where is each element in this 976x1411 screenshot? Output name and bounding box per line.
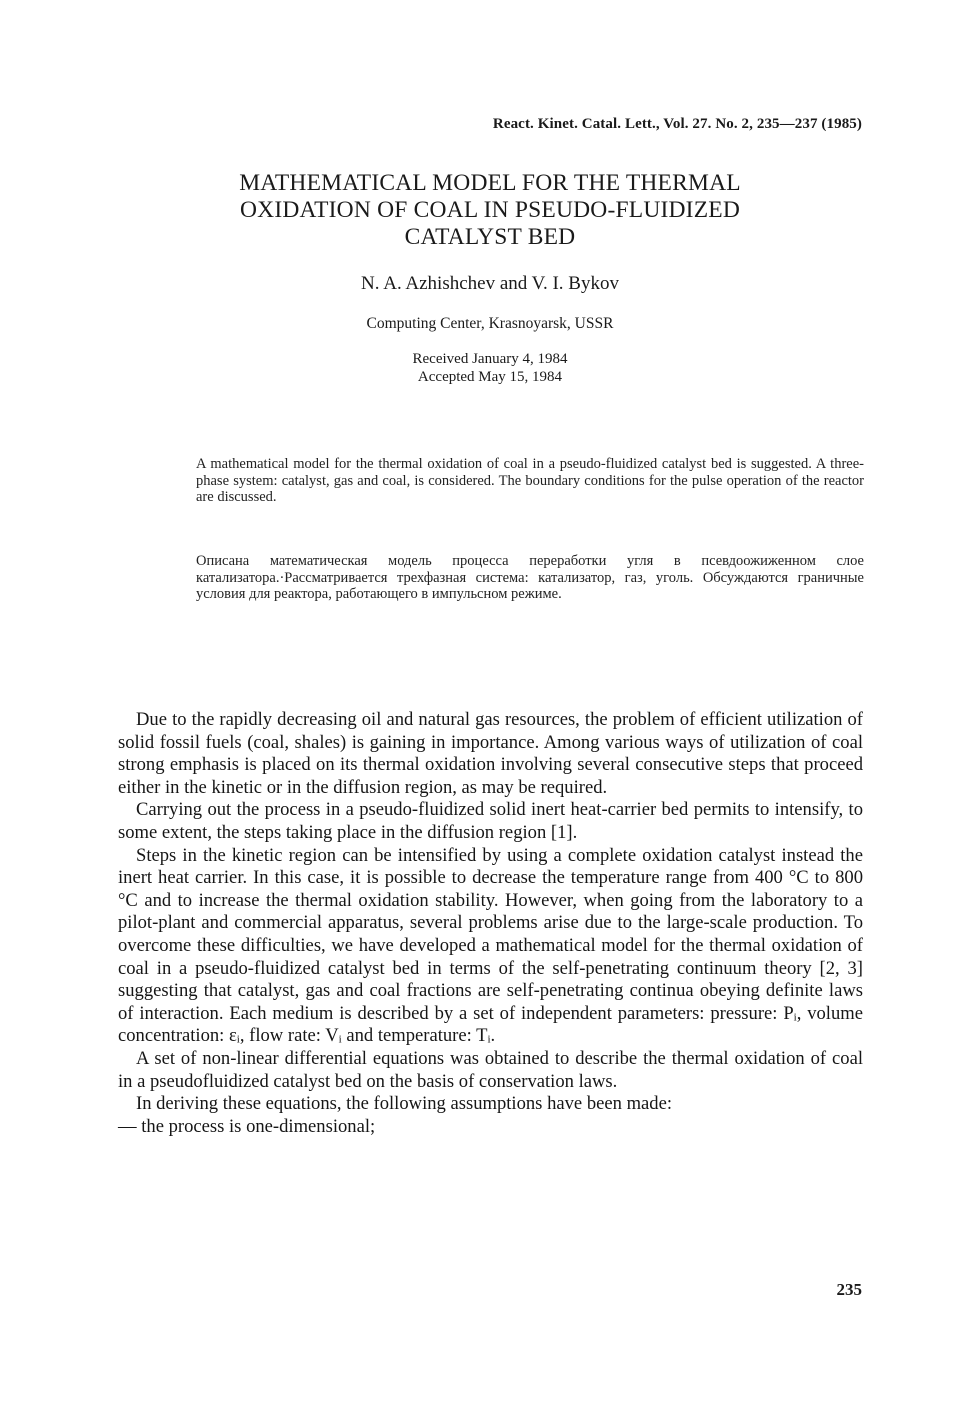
body-paragraph: A set of non-linear differential equations was obtained to describe the thermal oxidation of coal in a pseudofluidized catalyst bed on the basis of conservation laws. (118, 1047, 863, 1092)
page-number: 235 (836, 1280, 862, 1299)
article-title (150, 170, 830, 251)
body-paragraph: Steps in the kinetic region can be intensified by using a complete oxidation catalyst instead the inert heat carrier. In this case, it is possible to decrease the temperature range from 400 °C to 800 °C and to increase the thermal oxidation stability. However, when going from the laboratory to a pilot-plant and commercial apparatus, several problems arise due to the large-scale production. To overcome these difficulties, we have developed a mathematical model for the thermal oxidation of coal in a pseudo-fluidized catalyst bed in terms of the self-penetrating continuum theory [2, 3] suggesting that catalyst, gas and coal fractions are self-penetrating continua obeying definite laws of interaction. Each medium is described by a set of independent parameters: pressure: Pᵢ, volume concentration: εᵢ, flow rate: Vᵢ and temperature: Tᵢ. (118, 844, 863, 1047)
body-paragraph: In deriving these equations, the following assumptions have been made: (136, 1093, 672, 1115)
title-line: MATHEMATICAL MODEL FOR THE THERMAL (239, 170, 741, 196)
title-line: OXIDATION OF COAL IN PSEUDO-FLUIDIZED (240, 197, 740, 223)
assumption-list-item: — the process is one-dimensional; (118, 1115, 376, 1137)
running-head: React. Kinet. Catal. Lett., Vol. 27. No. 2, 235—237 (1985) (492, 116, 862, 132)
body-paragraph: Carrying out the process in a pseudo-fluidized solid inert heat-carrier bed permits to intensify, to some extent, the steps taking place in the diffusion region [1]. (118, 799, 863, 843)
submission-dates (280, 350, 700, 386)
authors: N. A. Azhishchev and V. I. Bykov (361, 273, 619, 294)
body-paragraph: Due to the rapidly decreasing oil and natural gas resources, the problem of efficient utilization of solid fossil fuels (coal, shales) is gaining in importance. Among various ways of utilization of coal strong emphasis is placed on its thermal oxidation involving several consecutive steps that proceed either in the kinetic or in the diffusion region, as may be required. (118, 709, 863, 798)
accepted-date: Accepted May 15, 1984 (417, 369, 563, 385)
received-date: Received January 4, 1984 (412, 351, 568, 367)
abstract-english: A mathematical model for the thermal oxidation of coal in a pseudo-fluidized catalyst bed is suggested. A three-phase system: catalyst, gas and coal, is considered. The boundary conditions for the pulse operation of the reactor are discussed. (196, 456, 864, 505)
affiliation: Computing Center, Krasnoyarsk, USSR (366, 315, 614, 332)
abstract-russian: Описана математическая модель процесса переработки угля в псевдоожиженном слое катализатора.·Рассматривается трехфазная система: катализатор, газ, уголь. Обсуждаются граничные условия для реактора, работающего в импульсном режиме. (196, 553, 864, 602)
title-line: CATALYST BED (404, 224, 576, 250)
article-body (118, 709, 863, 1138)
